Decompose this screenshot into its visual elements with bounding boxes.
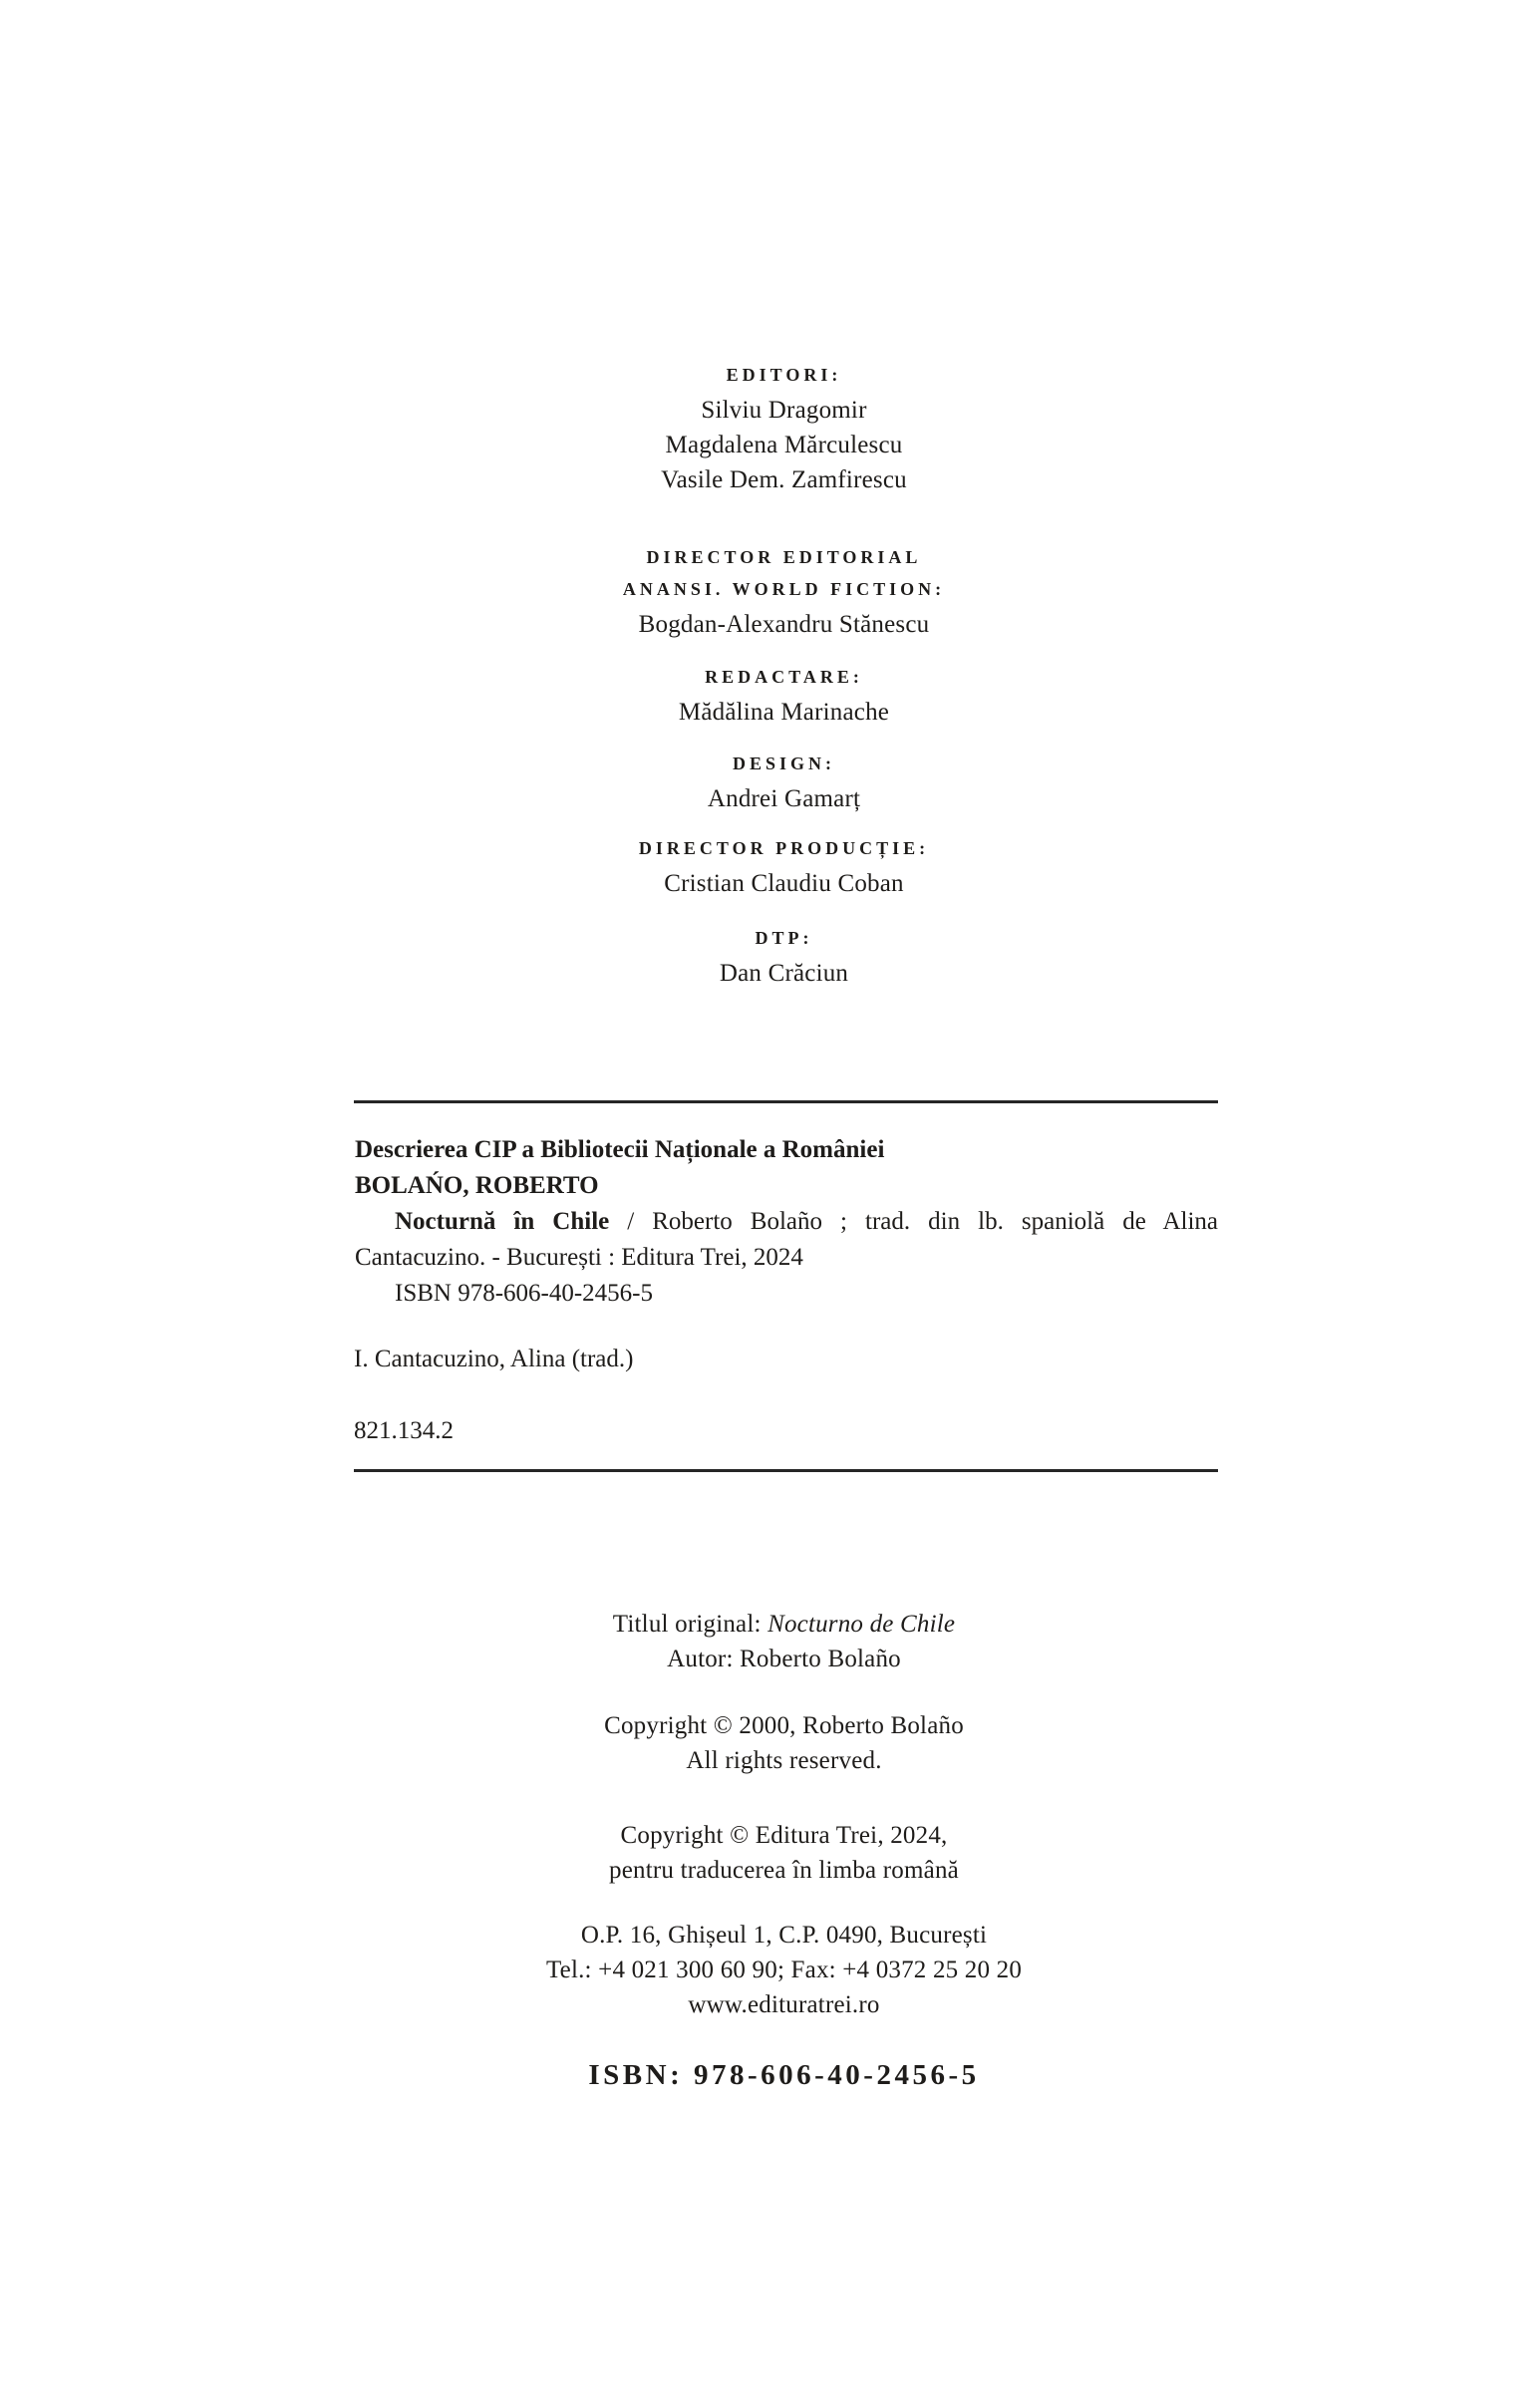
cip-entry-line2: Cantacuzino. - București : Editura Trei, 2024 [355,1244,803,1271]
cip-classification-number: 821.134.2 [354,1417,454,1444]
original-title-block [36,1607,1532,1676]
phone-fax-line: Tel.: +4 021 300 60 90; Fax: +4 0372 25 20 20 [545,1956,1023,1983]
original-title-line [36,1607,1532,1642]
address-line: O.P. 16, Ghișeul 1, C.P. 0490, București [580,1922,988,1949]
cip-entry-title: Nocturnă în Chile [395,1208,610,1235]
credit-name: Cristian Claudiu Coban [664,870,904,897]
credits-heading: EDITORI: [726,365,842,385]
credit-name: Dan Crăciun [719,960,849,987]
cip-author-heading: BOLAŃO, ROBERTO [355,1172,599,1199]
credit-name: Vasile Dem. Zamfirescu [661,466,907,493]
cip-title: Descrierea CIP a Bibliotecii Naționale a României [355,1136,885,1163]
credit-name: Silviu Dragomir [701,397,867,424]
horizontal-rule-top [354,1100,1218,1103]
copyright-original-block [36,1708,1532,1778]
isbn-block [36,2055,1532,2095]
original-title-label: Titlul original: [612,1611,768,1638]
credits-heading: ANANSI. WORLD FICTION: [622,579,946,599]
copyright-translation-line: Copyright © Editura Trei, 2024, [620,1822,948,1849]
isbn-number: ISBN: 978-606-40-2456-5 [588,2059,980,2091]
credit-name: Mădălina Marinache [678,699,890,726]
website-line: www.edituratrei.ro [688,1991,880,2018]
copyright-original-line: Copyright © 2000, Roberto Bolaño [604,1712,964,1739]
cip-index-entry: I. Cantacuzino, Alina (trad.) [354,1346,634,1372]
rights-reserved-line: All rights reserved. [686,1747,882,1774]
credits-group-design [36,748,1532,816]
credits-heading: DESIGN: [732,753,835,773]
credits-heading: DIRECTOR PRODUCȚIE: [638,838,930,858]
credits-heading: DTP: [755,928,813,948]
credits-heading: DIRECTOR EDITORIAL [646,547,922,567]
credits-heading: REDACTARE: [705,667,863,687]
credit-name: Magdalena Mărculescu [665,432,903,458]
credits-group-production-director [36,832,1532,901]
cip-entry-rest: / Roberto Bolaño ; trad. din lb. spaniolă de Alina [609,1208,1218,1235]
cip-description [355,1132,1218,1312]
credits-group-redactare [36,661,1532,730]
credits-group-editors [36,359,1532,497]
author-line: Autor: Roberto Bolaño [667,1646,901,1672]
original-title: Nocturno de Chile [767,1611,956,1638]
publisher-address-block [36,1918,1532,2022]
horizontal-rule-bottom [354,1469,1218,1472]
credits-group-editorial-director [36,541,1532,642]
credits-group-dtp [36,922,1532,991]
cip-isbn: ISBN 978-606-40-2456-5 [395,1280,654,1307]
credit-name: Bogdan-Alexandru Stănescu [638,611,930,638]
copyright-translation-line2: pentru traducerea în limba română [609,1857,959,1884]
credit-name: Andrei Gamarț [707,785,861,812]
copyright-translation-block [36,1818,1532,1888]
cip-entry-line1 [355,1204,1218,1240]
